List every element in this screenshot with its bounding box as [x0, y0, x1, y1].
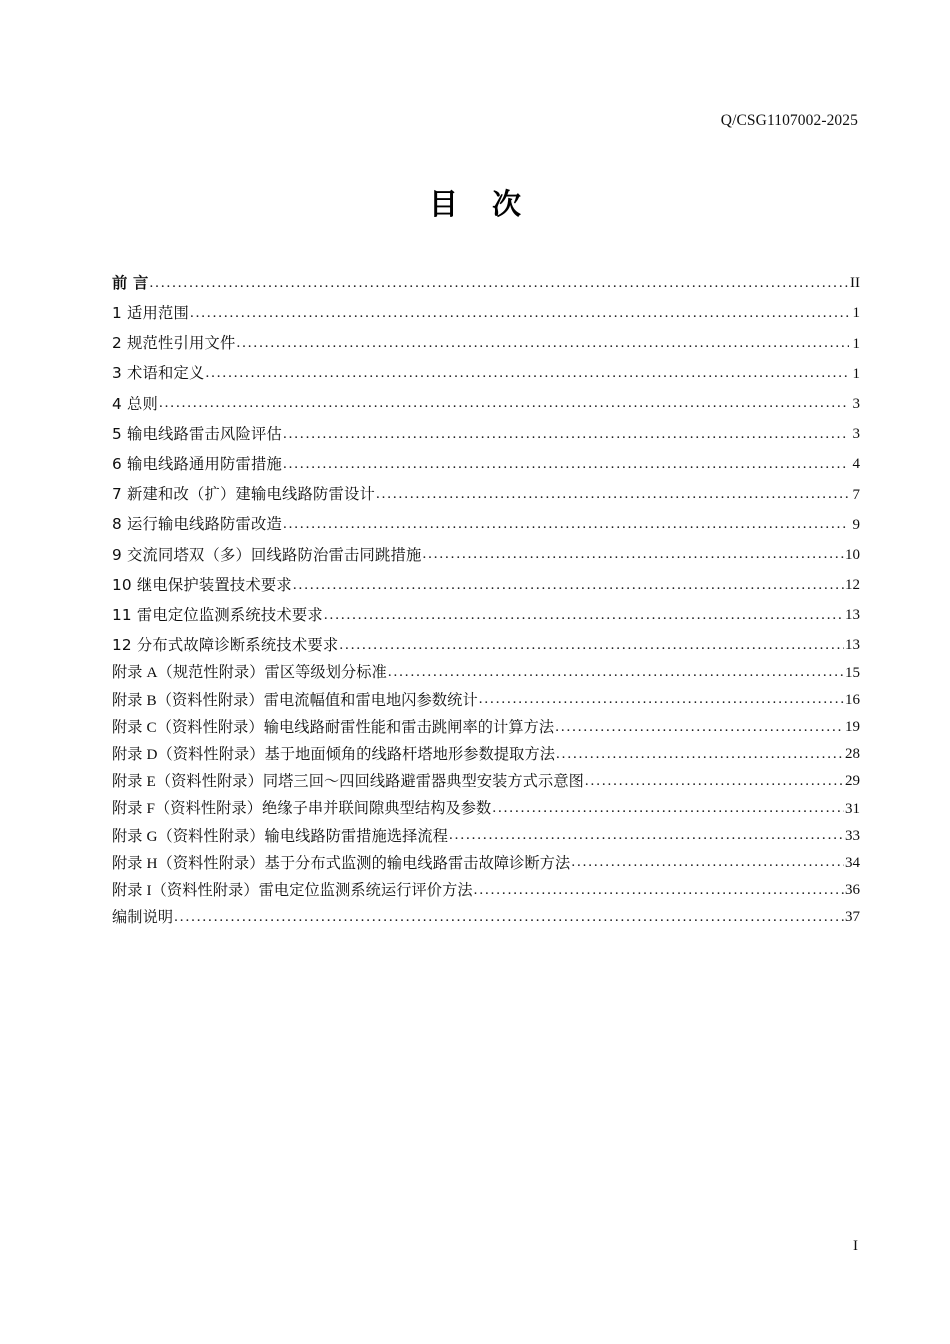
toc-entry-page-number: 28	[845, 746, 860, 763]
toc-entry[interactable]	[112, 594, 860, 624]
toc-entry[interactable]	[112, 292, 860, 322]
running-header-standard-number: Q/CSG1107002-2025	[720, 112, 858, 129]
toc-entry-label: 附录 B（资料性附录）雷电流幅值和雷电地闪参数统计	[112, 691, 478, 709]
toc-entry[interactable]	[112, 504, 860, 534]
toc-entry[interactable]	[112, 413, 860, 443]
toc-entry-page-number: 1	[852, 305, 860, 322]
toc-entry-label: 附录 C（资料性附录）输电线路耐雷性能和雷击跳闸率的计算方法	[112, 718, 555, 736]
toc-dot-leader	[324, 608, 844, 623]
toc-entry-page-number: 34	[845, 854, 860, 871]
toc-entry-label: 附录 G（资料性附录）输电线路防雷措施选择流程	[112, 827, 449, 845]
toc-entry-label: 2 规范性引用文件	[112, 334, 236, 353]
toc-entry-label: 附录 H（资料性附录）基于分布式监测的输电线路雷击故障诊断方法	[112, 854, 571, 872]
toc-entry-label: 附录 E（资料性附录）同塔三回～四回线路避雷器典型安装方式示意图	[112, 773, 584, 791]
toc-entry[interactable]	[112, 818, 860, 845]
toc-dot-leader	[449, 828, 844, 843]
toc-entry-label: 附录 A（规范性附录）雷区等级划分标准	[112, 664, 387, 682]
table-of-contents	[112, 262, 860, 926]
toc-entry-label: 9 交流同塔双（多）回线路防治雷击同跳措施	[112, 545, 422, 564]
toc-dot-leader	[205, 366, 849, 381]
toc-entry-label: 3 术语和定义	[112, 364, 205, 383]
toc-dot-leader	[159, 396, 849, 411]
toc-entry[interactable]	[112, 534, 860, 564]
toc-entry-label: 1 适用范围	[112, 304, 189, 323]
toc-entry-page-number: 19	[845, 719, 860, 735]
toc-entry-page-number: 37	[845, 909, 860, 926]
toc-dot-leader	[422, 547, 844, 562]
toc-dot-leader	[479, 692, 844, 707]
toc-dot-leader	[555, 720, 844, 735]
toc-entry-page-number: 3	[852, 426, 860, 443]
toc-entry-label: 11 雷电定位监测系统技术要求	[112, 605, 323, 624]
toc-entry[interactable]	[112, 473, 860, 503]
toc-dot-leader	[376, 487, 849, 502]
toc-entry-label: 6 输电线路通用防雷措施	[112, 455, 282, 474]
toc-entry-page-number: 36	[845, 882, 860, 899]
toc-dot-leader	[190, 306, 849, 321]
page-title: 目 次	[428, 187, 534, 221]
toc-dot-leader	[585, 774, 844, 789]
toc-entry-label: 5 输电线路雷击风险评估	[112, 424, 282, 443]
toc-entry-page-number: 12	[845, 577, 860, 594]
toc-entry-page-number: 3	[852, 395, 860, 412]
toc-entry-page-number: 10	[845, 546, 860, 563]
toc-entry-label: 12 分布式故障诊断系统技术要求	[112, 636, 339, 655]
toc-entry-page-number: 29	[845, 773, 860, 790]
toc-dot-leader	[388, 665, 844, 680]
toc-dot-leader	[492, 801, 844, 816]
toc-entry-label: 10 继电保护装置技术要求	[112, 575, 292, 594]
toc-entry[interactable]	[112, 443, 860, 473]
toc-dot-leader	[236, 336, 849, 351]
toc-entry[interactable]	[112, 262, 860, 292]
toc-dot-leader	[339, 638, 844, 653]
toc-entry-label: 附录 D（资料性附录）基于地面倾角的线路杆塔地形参数提取方法	[112, 745, 556, 763]
toc-entry-page-number: 15	[845, 664, 860, 681]
toc-dot-leader	[283, 457, 849, 472]
toc-dot-leader	[150, 276, 849, 291]
toc-dot-leader	[283, 427, 849, 442]
toc-entry-page-number: 16	[845, 691, 860, 708]
toc-entry-page-number: 7	[852, 486, 860, 503]
toc-dot-leader	[174, 910, 844, 925]
toc-entry-page-number: 31	[845, 800, 860, 817]
toc-entry[interactable]	[112, 736, 860, 763]
footer-page-number: I	[853, 1238, 858, 1254]
toc-entry[interactable]	[112, 872, 860, 899]
toc-entry-page-number: II	[850, 275, 860, 292]
toc-entry-page-number: 1	[852, 335, 860, 352]
toc-entry-label: 7 新建和改（扩）建输电线路防雷设计	[112, 485, 375, 504]
toc-entry-page-number: 13	[845, 637, 860, 654]
toc-entry[interactable]	[112, 709, 860, 736]
toc-entry[interactable]	[112, 899, 860, 926]
toc-dot-leader	[283, 517, 849, 532]
toc-dot-leader	[293, 578, 844, 593]
toc-entry-label: 前 言	[112, 273, 149, 292]
toc-entry-page-number: 9	[852, 516, 860, 533]
toc-entry-page-number: 13	[845, 607, 860, 624]
toc-entry[interactable]	[112, 654, 860, 681]
toc-dot-leader	[571, 855, 844, 870]
toc-entry[interactable]	[112, 383, 860, 413]
toc-entry-label: 附录 I（资料性附录）雷电定位监测系统运行评价方法	[112, 881, 473, 899]
toc-entry-label: 4 总则	[112, 394, 158, 413]
toc-entry-label: 8 运行输电线路防雷改造	[112, 515, 282, 534]
toc-entry[interactable]	[112, 624, 860, 654]
toc-dot-leader	[474, 883, 844, 898]
toc-entry[interactable]	[112, 322, 860, 352]
toc-entry[interactable]	[112, 763, 860, 790]
toc-entry[interactable]	[112, 353, 860, 383]
toc-entry[interactable]	[112, 682, 860, 709]
toc-entry-page-number: 33	[845, 827, 860, 844]
toc-entry-label: 编制说明	[112, 909, 174, 927]
toc-entry-page-number: 1	[852, 365, 860, 382]
toc-entry[interactable]	[112, 790, 860, 817]
toc-entry-label: 附录 F（资料性附录）绝缘子串并联间隙典型结构及参数	[112, 800, 492, 818]
toc-entry[interactable]	[112, 845, 860, 872]
toc-dot-leader	[556, 747, 844, 762]
toc-entry-page-number: 4	[852, 456, 860, 473]
toc-entry[interactable]	[112, 564, 860, 594]
